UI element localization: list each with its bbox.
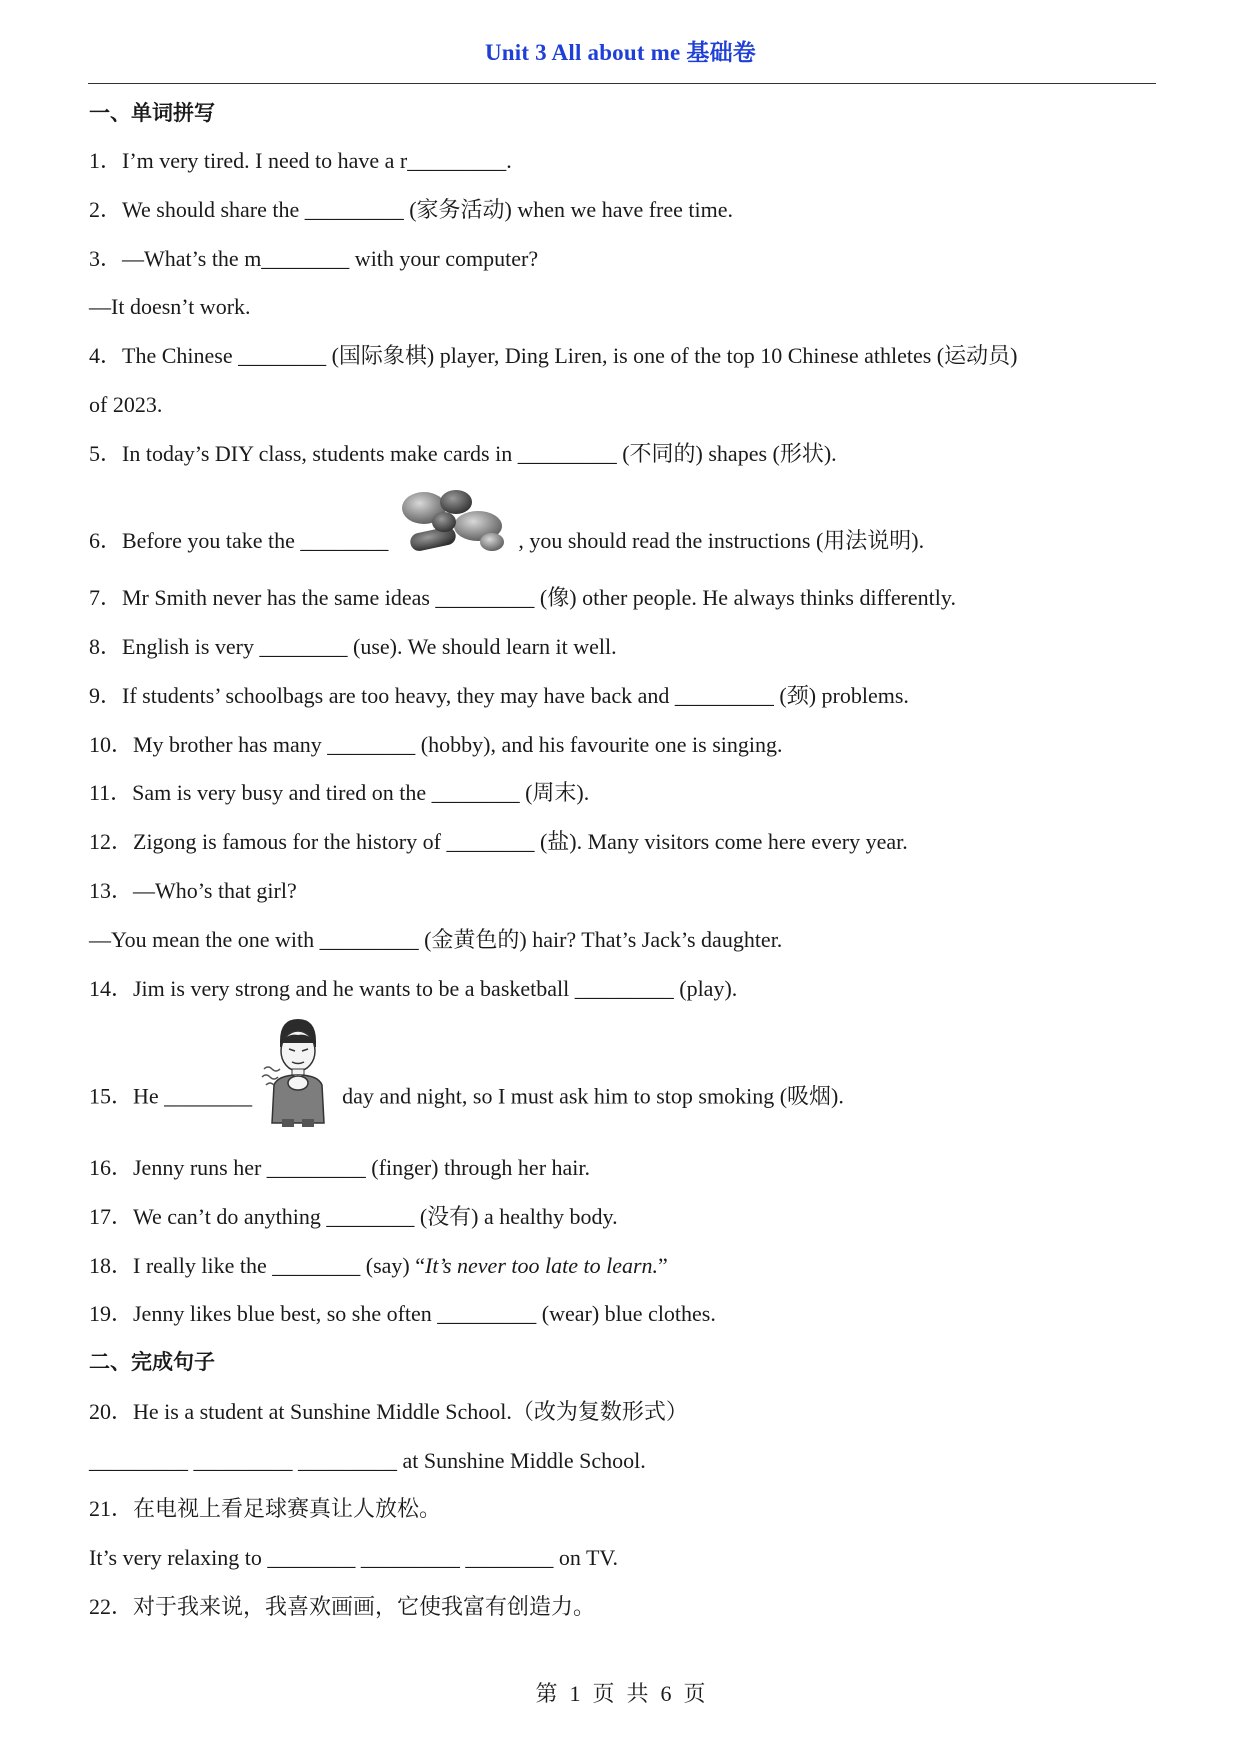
question-3-line-2: —It doesn’t work.: [89, 294, 251, 319]
question-12: 12．Zigong is famous for the history of ________ (盐). Many visitors come here every year.: [89, 829, 908, 854]
question-7: 7．Mr Smith never has the same ideas _________ (像) other people. He always thinks differently.: [89, 585, 956, 610]
question-8: 8．English is very ________ (use). We should learn it well.: [89, 634, 617, 659]
header-divider: [88, 83, 1156, 84]
section-heading-complete-sentences: 二、完成句子: [89, 1350, 215, 1374]
question-6-part-2: , you should read the instructions (用法说明).: [518, 528, 925, 554]
question-3-line-1: 3．—What’s the m________ with your computer?: [89, 246, 539, 271]
question-10: 10．My brother has many ________ (hobby), and his favourite one is singing.: [89, 732, 783, 757]
footer-page-number: 1: [569, 1681, 581, 1706]
question-14: 14．Jim is very strong and he wants to be a basketball _________ (play).: [89, 976, 738, 1001]
question-18-part-1: 18．I really like the ________ (say) “: [89, 1253, 426, 1278]
question-21-line-2: It’s very relaxing to ________ _________ ________ on TV.: [89, 1545, 618, 1570]
page-title: Unit 3 All about me 基础卷: [484, 40, 757, 65]
question-19: 19．Jenny likes blue best, so she often _________ (wear) blue clothes.: [89, 1301, 716, 1326]
question-13-line-1: 13．—Who’s that girl?: [89, 878, 297, 903]
question-15: [89, 1013, 844, 1133]
page-footer: [0, 1677, 1241, 1708]
question-1: 1．I’m very tired. I need to have a r_________.: [89, 148, 512, 173]
question-2: 2．We should share the _________ (家务活动) when we have free time.: [89, 197, 734, 222]
question-18-part-3: ”: [658, 1253, 668, 1278]
footer-word-4: 页: [683, 1681, 706, 1706]
question-9: 9．If students’ schoolbags are too heavy, they may have back and _________ (颈) problems.: [89, 683, 909, 708]
footer-page-total: 6: [660, 1681, 672, 1706]
question-16: 16．Jenny runs her _________ (finger) through her hair.: [89, 1155, 591, 1180]
question-4-line-1: 4．The Chinese ________ (国际象棋) player, Ding Liren, is one of the top 10 Chinese athletes (运动员): [89, 343, 1018, 368]
question-18: [89, 1252, 668, 1280]
question-18-quote: It’s never too late to learn.: [425, 1253, 659, 1278]
question-20-line-1: 20．He is a student at Sunshine Middle School.（改为复数形式）: [89, 1399, 688, 1424]
question-17: 17．We can’t do anything ________ (没有) a healthy body.: [89, 1204, 618, 1229]
footer-word-3: 共: [626, 1681, 649, 1706]
question-5: 5．In today’s DIY class, students make cards in _________ (不同的) shapes (形状).: [89, 441, 837, 466]
question-4-line-2: of 2023.: [89, 392, 163, 417]
question-6: [89, 480, 924, 570]
question-21-line-1: 21．在电视上看足球赛真让人放松。: [89, 1496, 442, 1521]
question-20-line-2: _________ _________ _________ at Sunshine Middle School.: [89, 1448, 646, 1473]
question-15-part-1: 15．He ________: [89, 1083, 253, 1109]
question-6-part-1: 6．Before you take the ________: [89, 528, 389, 554]
question-13-line-2: —You mean the one with _________ (金黄色的) hair? That’s Jack’s daughter.: [89, 927, 783, 952]
section-heading-spelling: 一、单词拼写: [89, 101, 215, 125]
footer-word-1: 第: [535, 1681, 558, 1706]
footer-word-2: 页: [592, 1681, 615, 1706]
question-22-line-1: 22．对于我来说，我喜欢画画，它使我富有创造力。: [89, 1594, 596, 1619]
question-15-part-2: day and night, so I must ask him to stop smoking (吸烟).: [342, 1083, 844, 1109]
question-11: 11．Sam is very busy and tired on the ________ (周末).: [89, 780, 590, 805]
